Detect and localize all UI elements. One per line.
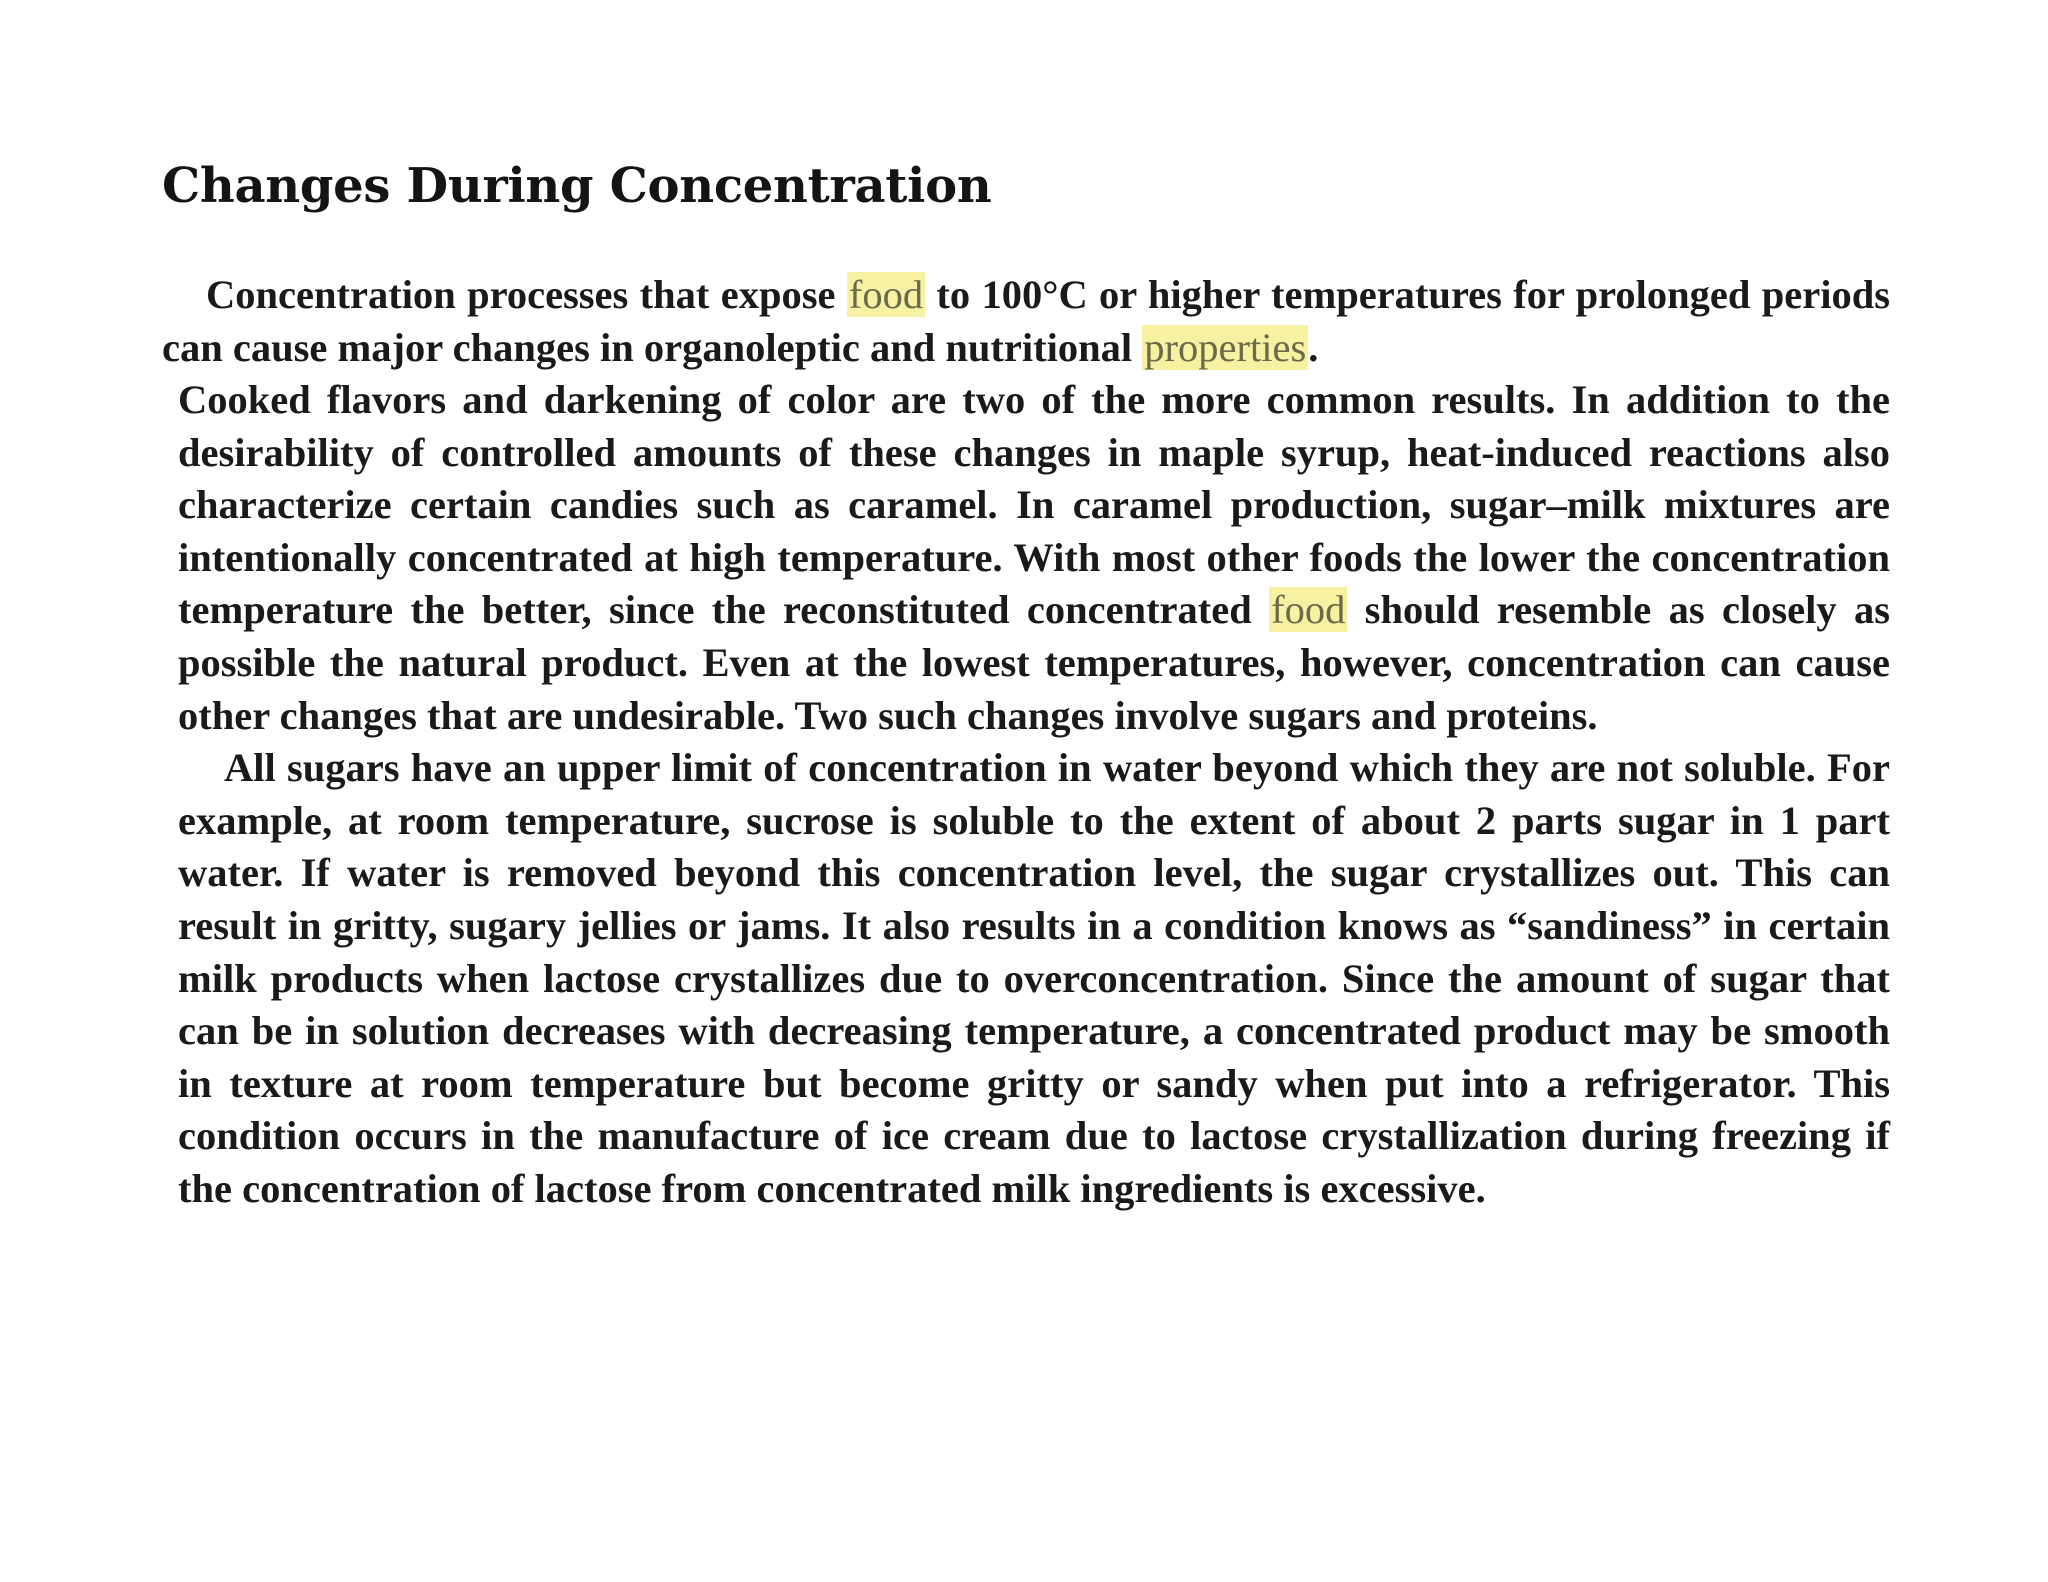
highlighted-word: properties <box>1144 325 1307 370</box>
highlighted-word: food <box>1271 587 1346 633</box>
paragraph-3: All sugars have an upper limit of concentration in water beyond which they are not soluble. For example, at room temperature, sucrose is soluble to the extent of about 2 parts sugar in 1 part water. If water is removed beyond this concentration level, the sugar crystallizes out. This can result in gritty, sugary jellies or jams. It also results in a condition knows as “sandiness” in certain milk products when lactose crystallizes due to overconcentration. Since the amount of sugar that can be in solution decreases with decreasing temperature, a concentrated product may be smooth in texture at room temperature but become gritty or sandy when put into a refrigerator. This condition occurs in the manufacture of ice cream due to lactose crystallization during freezing if the concentration of lactose from concentrated milk ingredients is excessive. <box>178 745 1890 1211</box>
text-segment: to 100°C or higher temperatures for prolonged periods can cause major changes in organoleptic and nutritional <box>162 272 1891 370</box>
text-segment: Concentration processes that expose <box>206 272 847 317</box>
text-segment: . <box>1308 325 1319 370</box>
paragraph-1 <box>162 268 1890 374</box>
section-heading: Changes During Concentration <box>162 158 992 214</box>
text-segment: should resemble as closely as possible the natural product. Even at the lowest temperatures, however, concentration can cause other changes that are undesirable. Two such changes involve sugars and proteins. <box>178 587 1890 738</box>
body-text <box>162 268 1890 1216</box>
highlighted-word: food <box>848 272 924 317</box>
text-segment: Cooked flavors and darkening of color are two of the more common results. In addition to the desirability of controlled amounts of these changes in maple syrup, heat-induced reactions also characterize certain candies such as caramel. In caramel production, sugar–milk mixtures are intentionally concentrated at high temperature. With most other foods the lower the concentration temperature the better, since the reconstituted concentrated <box>178 377 1890 633</box>
paragraph-2 <box>162 374 1890 742</box>
